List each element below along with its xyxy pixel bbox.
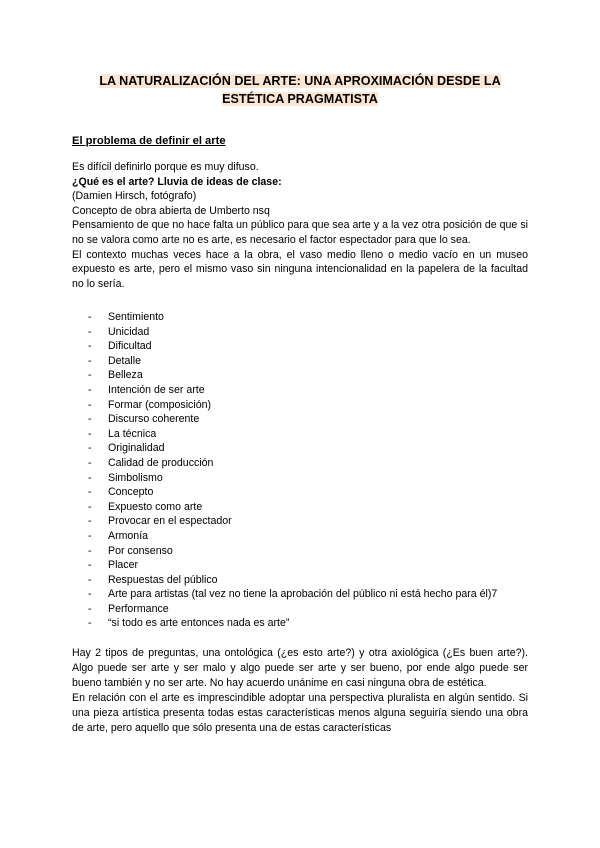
list-dash: -: [88, 354, 92, 367]
list-item-text: Arte para artistas (tal vez no tiene la aprobación del público ni está hecho para él)7: [108, 588, 498, 601]
intro-question: ¿Qué es el arte? Lluvia de ideas de clase:: [72, 175, 282, 188]
title-line-1: LA NATURALIZACIÓN DEL ARTE: UNA APROXIMACIÓN DESDE LA: [99, 74, 501, 88]
list-dash: -: [88, 383, 92, 396]
document-title: [72, 72, 528, 108]
list-dash: -: [88, 456, 92, 469]
intro-line: Concepto de obra abierta de Umberto nsq: [72, 204, 270, 217]
list-dash: -: [88, 602, 92, 615]
list-item: [88, 471, 528, 486]
list-item: [88, 398, 528, 413]
list-dash: -: [88, 442, 92, 455]
list-dash: -: [88, 369, 92, 382]
list-dash: -: [88, 427, 92, 440]
list-dash: -: [88, 529, 92, 542]
list-item-text: Belleza: [108, 369, 143, 382]
list-item-text: Calidad de producción: [108, 456, 214, 469]
list-dash: -: [88, 486, 92, 499]
intro-paragraph: Pensamiento de que no hace falta un público para que sea arte y a la vez otra posición de que si no se valora como arte no es arte, es necesario el factor espectador para que lo sea.: [72, 219, 528, 246]
list-item: [88, 544, 528, 559]
list-item: [88, 514, 528, 529]
list-dash: -: [88, 471, 92, 484]
intro-line: Es difícil definirlo porque es muy difuso.: [72, 161, 259, 173]
list-dash: -: [88, 325, 92, 338]
list-item: [88, 383, 528, 398]
list-dash: -: [88, 544, 92, 557]
list-dash: -: [88, 515, 92, 528]
list-item: [88, 602, 528, 617]
list-dash: -: [88, 413, 92, 426]
list-item-text: Intención de ser arte: [108, 383, 205, 396]
ideas-list: [88, 310, 528, 631]
list-item-text: Respuestas del público: [108, 573, 218, 586]
list-dash: -: [88, 340, 92, 353]
list-item-text: Detalle: [108, 354, 141, 367]
list-item: [88, 427, 528, 442]
list-item: [88, 368, 528, 383]
list-item-text: Dificultad: [108, 340, 152, 353]
intro-line: (Damien Hirsch, fotógrafo): [72, 190, 197, 203]
list-item: [88, 412, 528, 427]
list-item: [88, 558, 528, 573]
list-item: [88, 441, 528, 456]
title-line-2: ESTÉTICA PRAGMATISTA: [222, 92, 378, 106]
list-item: [88, 587, 528, 602]
list-dash: -: [88, 573, 92, 586]
list-item-text: Sentimiento: [108, 311, 164, 323]
list-item: [88, 354, 528, 369]
list-dash: -: [88, 559, 92, 572]
list-item-text: Por consenso: [108, 544, 173, 557]
list-item: [88, 456, 528, 471]
section-heading: El problema de definir el arte: [72, 135, 226, 147]
list-item: [88, 325, 528, 340]
list-item: [88, 310, 528, 325]
list-item-text: Discurso coherente: [108, 413, 200, 426]
closing-paragraph: Hay 2 tipos de preguntas, una ontológica (¿es esto arte?) y otra axiológica (¿Es buen arte?). Algo puede ser arte y ser malo y algo puede ser arte y ser bueno, por ende algo puede ser bueno también y no ser arte. No hay acuerdo unánime en casi ninguna obra de estética.: [72, 647, 528, 689]
list-item: [88, 339, 528, 354]
list-item-text: Provocar en el espectador: [108, 515, 232, 528]
intro-paragraph: El contexto muchas veces hace a la obra, el vaso medio lleno o medio vacío en un museo expuesto es arte, pero el mismo vaso sin ninguna intencionalidad en la papelera de la facultad no lo sería.: [72, 248, 528, 290]
list-item: [88, 573, 528, 588]
list-item-text: Simbolismo: [108, 471, 163, 484]
list-item-text: La técnica: [108, 427, 157, 440]
list-item-text: Performance: [108, 602, 169, 615]
list-dash: -: [88, 588, 92, 601]
list-dash: -: [88, 617, 92, 630]
list-item-text: Armonía: [108, 529, 149, 542]
list-item-text: Concepto: [108, 486, 154, 499]
list-item-text: Unicidad: [108, 325, 150, 338]
list-item-text: Expuesto como arte: [108, 500, 203, 513]
closing-block: [72, 646, 528, 735]
list-item: [88, 485, 528, 500]
list-dash: -: [88, 398, 92, 411]
closing-paragraph: En relación con el arte es imprescindible adoptar una perspectiva pluralista en algún sentido. Si una pieza artística presenta todas estas características menos alguna seguiría siendo una obra de arte, pero aquello que sólo presenta una de estas características: [72, 691, 528, 734]
intro-block: [72, 160, 528, 291]
list-item-text: Placer: [108, 559, 139, 572]
list-item-text: “si todo es arte entonces nada es arte”: [108, 617, 290, 630]
list-item-text: Originalidad: [108, 442, 165, 455]
list-item: [88, 529, 528, 544]
list-item: [88, 500, 528, 515]
list-dash: -: [88, 500, 92, 513]
list-dash: -: [88, 311, 92, 323]
list-item: [88, 616, 528, 631]
list-item-text: Formar (composición): [108, 398, 212, 411]
